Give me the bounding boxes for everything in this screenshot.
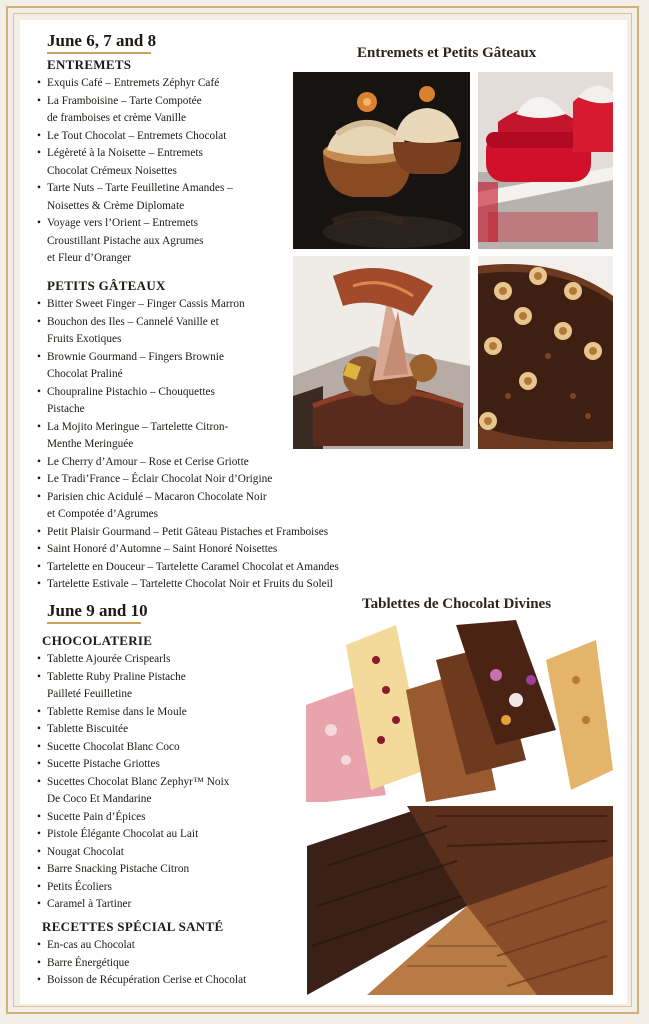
chocolaterie-item-text: De Coco Et Mandarine (47, 793, 152, 805)
entremets-item-text: • Exquis Café – Entremets Zéphyr Café (47, 77, 220, 89)
entremets-item-text: • Le Tout Chocolat – Entremets Chocolat (47, 129, 227, 142)
date-heading-2: June 9 and 10 (47, 601, 148, 620)
petits-gateaux-item (37, 559, 457, 577)
entremets-item (37, 215, 297, 268)
entremets-item-text: Noisettes & Crème Diplomate (47, 199, 185, 212)
chocolaterie-item (37, 861, 297, 879)
photo-chocolate-dessert (293, 256, 470, 449)
photo-chocolate-bars (307, 806, 613, 995)
heading-chocolaterie: CHOCOLATERIE (42, 633, 153, 648)
chocolaterie-item-text: Pailleté Feuilletine (47, 688, 133, 700)
chocolaterie-item (37, 756, 297, 774)
entremets-item-text: Chocolat Crémeux Noisettes (47, 164, 177, 177)
list-chocolaterie (37, 651, 297, 914)
petits-gateaux-item-text: et Compotée d’Agrumes (47, 508, 159, 520)
chocolaterie-item-text: • Tablette Remise dans le Moule (47, 705, 187, 718)
petits-gateaux-item-text: Pistache (47, 403, 85, 415)
chocolaterie-item-text: • Sucette Pistache Griottes (47, 758, 160, 770)
entremets-item (37, 75, 297, 93)
chocolaterie-item-text: • Tablette Biscuitée (47, 723, 129, 735)
chocolaterie-item (37, 809, 297, 827)
chocolaterie-item-text: • Tablette Ajourée Crispearls (47, 653, 171, 665)
petits-gateaux-item-text: • Brownie Gourmand – Fingers Brownie (47, 350, 224, 363)
chocolaterie-item (37, 879, 297, 897)
petits-gateaux-item-text: • Choupraline Pistachio – Chouquettes (47, 385, 215, 398)
section-title-entremets-petits-gateaux: Entremets et Petits Gâteaux (357, 45, 537, 61)
entremets-item (37, 145, 297, 180)
entremets-item (37, 93, 297, 128)
chocolaterie-item (37, 721, 297, 739)
petits-gateaux-item (37, 489, 457, 524)
list-recettes-sante (37, 937, 317, 990)
petits-gateaux-item-text: • Tartelette Estivale – Tartelette Chocolat Noir et Fruits du Soleil (47, 578, 333, 590)
entremets-item-text: • Tarte Nuts – Tarte Feuilletine Amandes – (47, 182, 233, 194)
sante-item-text: • Boisson de Récupération Cerise et Chocolat (47, 974, 247, 986)
chocolaterie-item-text: • Sucettes Chocolat Blanc Zephyr™ Noix (47, 775, 230, 788)
chocolaterie-item-text: • Petits Écoliers (47, 880, 112, 893)
sante-item (37, 937, 317, 955)
petits-gateaux-item-text: Chocolat Praliné (47, 368, 123, 380)
chocolaterie-item-text: • Sucette Chocolat Blanc Coco (47, 740, 180, 753)
petits-gateaux-item-text: • Tartelette en Douceur – Tartelette Caramel Chocolat et Amandes (47, 560, 339, 573)
entremets-item (37, 180, 297, 215)
chocolaterie-item-text: • Barre Snacking Pistache Citron (47, 863, 190, 875)
heading-petits-gateaux: PETITS GÂTEAUX (47, 278, 166, 293)
petits-gateaux-item (37, 471, 457, 489)
photo-chocolate-tablets (306, 620, 613, 802)
sante-item-text: • En-cas au Chocolat (47, 939, 135, 951)
entremets-item-text: • Voyage vers l’Orient – Entremets (47, 217, 199, 229)
entremets-item (37, 128, 297, 146)
chocolaterie-item (37, 651, 297, 669)
photo-hazelnut-tart (478, 256, 613, 449)
heading-entremets: ENTREMETS (47, 57, 132, 72)
section-title-tablettes: Tablettes de Chocolat Divines (362, 596, 552, 612)
petits-gateaux-item (37, 524, 457, 542)
sante-item (37, 972, 317, 990)
list-entremets (37, 75, 297, 268)
date-underline-2 (47, 622, 141, 624)
chocolaterie-item (37, 774, 297, 809)
date-heading-1: June 6, 7 and 8 (47, 31, 157, 50)
petits-gateaux-item-text: • Le Cherry d’Amour – Rose et Cerise Griotte (47, 455, 249, 468)
entremets-item-text: de framboises et crème Vanille (47, 112, 187, 124)
petits-gateaux-item (37, 454, 457, 472)
date-underline-1 (47, 52, 151, 54)
petits-gateaux-item-text: • Bouchon des Iles – Cannelé Vanille et (47, 315, 219, 328)
chocolaterie-item (37, 826, 297, 844)
sante-item (37, 955, 317, 973)
petits-gateaux-item-text: Fruits Exotiques (47, 333, 122, 345)
entremets-item-text: Croustillant Pistache aux Agrumes (47, 234, 204, 247)
petits-gateaux-item-text: Menthe Meringuée (47, 438, 134, 450)
heading-recettes-sante: RECETTES SPÉCIAL SANTÉ (42, 919, 224, 934)
chocolaterie-item (37, 896, 297, 914)
petits-gateaux-item-text: • Saint Honoré d’Automne – Saint Honoré Noisettes (47, 543, 278, 555)
chocolaterie-item (37, 739, 297, 757)
menu-page (20, 20, 627, 1004)
entremets-item-text: et Fleur d’Oranger (47, 252, 132, 264)
petits-gateaux-item (37, 541, 457, 559)
petits-gateaux-item-text: • Parisien chic Acidulé – Macaron Chocolate Noir (47, 490, 267, 503)
chocolaterie-item (37, 704, 297, 722)
entremets-item-text: • Légèreté à la Noisette – Entremets (47, 147, 203, 159)
petits-gateaux-item-text: • La Mojito Meringue – Tartelette Citron- (47, 420, 229, 433)
chocolaterie-item-text: • Tablette Ruby Praline Pistache (47, 670, 186, 683)
entremets-item-text: • La Framboisine – Tarte Compotée (47, 94, 202, 107)
chocolaterie-item-text: • Caramel à Tartiner (47, 898, 132, 910)
sante-item-text: • Barre Énergétique (47, 956, 130, 969)
petits-gateaux-item-text: • Le Tradi’France – Éclair Chocolat Noir d’Origine (47, 473, 273, 485)
chocolaterie-item-text: • Pistole Élégante Chocolat au Lait (47, 828, 199, 840)
photo-coffee-entremets (293, 72, 470, 249)
petits-gateaux-item (37, 576, 457, 594)
chocolaterie-item-text: • Sucette Pain d’Épices (47, 810, 146, 823)
chocolaterie-item (37, 844, 297, 862)
petits-gateaux-item-text: • Petit Plaisir Gourmand – Petit Gâteau Pistaches et Framboises (47, 525, 329, 538)
photo-raspberry-tart (478, 72, 613, 249)
chocolaterie-item-text: • Nougat Chocolat (47, 845, 124, 858)
petits-gateaux-item-text: • Bitter Sweet Finger – Finger Cassis Marron (47, 298, 245, 310)
chocolaterie-item (37, 669, 297, 704)
